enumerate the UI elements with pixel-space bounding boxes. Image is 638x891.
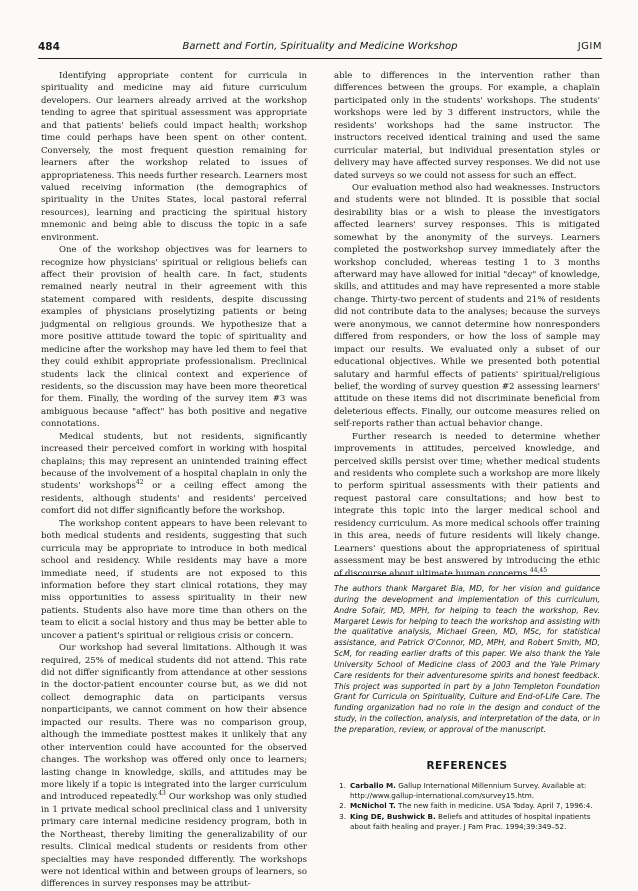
paragraph <box>41 642 307 891</box>
paragraph: Identifying appropriate content for curricula in spirituality and medicine may aid future curriculum developers. Our learners already arrived at the workshop tending to agree that spiritual assessment was appropriate and that patients' beliefs could impact health; workshop time could perhaps have been spent on other content. Conversely, the most frequent question remaining for learners after the workshop related to issues of appropriateness. This needs further research. Learners most valued receiving information (the demographics of spirituality in the Unites States, local pastoral referral resources), learning and practicing the spiritual history mnemonic and being able to discuss the topic in a safe environment. <box>41 71 307 243</box>
reference-number: 3. <box>339 811 346 821</box>
reference-body <box>350 801 600 811</box>
paragraph-text: Our workshop had several limitations. Although it was required, 25% of medical students did not attend. This rate did not differ significantly from attendance at other sessions in the doctor-patient encounter course but, as we did not collect demographic data on participants versus nonparticipants, we cannot comment on how their absence impacted our results. There was no comparison group, although the immediate posttest makes it unlikely that any other intervention could have accounted for the observed changes. The workshop was offered only once to learners; lasting change in knowledge, skills, and attitudes may be more likely if a topic is integrated into the larger curriculum and introduced repeatedly. <box>41 643 307 803</box>
journal-name: JGIM <box>577 41 602 52</box>
left-column <box>41 70 307 891</box>
header-rule <box>38 58 602 59</box>
reference-number: 2. <box>339 801 346 811</box>
reference-item <box>334 781 600 801</box>
acknowledgment: The authors thank Margaret Bia, MD, for her vision and guidance during the development and implementation of this curriculum, Andre Sofair, MD, MPH, for helping to teach the workshop, Rev. Margaret Lewis for helping to teach the workshop and assisting with the qualitative analysis, Michael Green, MD, MSc, for statistical assistance, and Patrick O'Connor, MD, MPH, and Robert Smith, MD, ScM, for reading earlier drafts of this paper. We also thank the Yale University School of Medicine class of 2003 and the Yale Primary Care residents for their adventuresome spirits and honest feedback. This project was supported in part by a John Templeton Foundation Grant for Curricula on Spirituality, Culture and End-of-Life Care. The funding organization had no role in the design and conduct of the study, in the collection, analysis, and interpretation of the data, or in the preparation, review, or approval of the manuscript. <box>334 584 600 734</box>
references-heading: REFERENCES <box>426 760 508 772</box>
citation-superscript: 43 <box>158 790 166 798</box>
reference-item <box>334 812 600 832</box>
reference-text: The new faith in medicine. USA Today. April 7, 1996:4. <box>395 801 593 811</box>
reference-item <box>334 801 600 811</box>
paragraph: able to differences in the intervention rather than differences between the groups. For example, a chaplain participated only in the students' workshops. The students' workshops were led by 3 different instructors, while the residents' workshops had the same instructor. The instructors received identical training and used the same curricular material, but individual presentation styles or delivery may have affected survey responses. We did not use dated surveys so we could not assess for such an effect. <box>334 71 600 181</box>
paragraph: One of the workshop objectives was for learners to recognize how physicians' spiritual or religious beliefs can affect their provision of health care. In fact, students remained nearly neutral in their agreement with this statement compared with residents, despite discussing examples of physicians proselytizing patients or being judgmental on religious grounds. We hypothesize that a more positive attitude toward the topic of spirituality and medicine after the workshop may have led them to feel that they could exhibit appropriate professionalism. Preclinical students lack the clinical context and experience of residents, so the discussion may have been more theoretical for them. Finally, the wording of the survey item #3 was ambiguous because "affect" has both positive and negative connotations. <box>41 245 307 430</box>
reference-number: 1. <box>339 781 346 790</box>
section-divider <box>334 575 600 576</box>
citation-superscript: 44,45 <box>529 566 548 574</box>
reference-body <box>350 812 600 832</box>
paragraph: The workshop content appears to have been relevant to both medical students and residents, suggesting that such curricula may be appropriate to introduce in both medical school and residency. While residents may have a more immediate need, if students are not exposed to this information before they start clinical rotations, they may miss opportunities to assess spirituality in their new patients. Students also have more time than others on the team to elicit a social history and thus may be better able to uncover a patient's spiritual or religious crisis or concern. <box>41 518 307 641</box>
paragraph-text: Further research is needed to determine whether improvements in attitudes, perceived knowledge, and perceived skills persist over time; whether medical students and residents who complete such a workshop are more likely to perform spiritual assessments with their patients and request pastoral care consultations; and how best to integrate this topic into the larger medical school and residency curriculum. As more medical schools offer training in this area, needs of future residents will likely change. Learners' questions about the appropriateness of spiritual assessment may be best answered by introducing the ethic of discourse about ultimate human concerns. <box>334 431 600 579</box>
reference-body <box>350 781 600 801</box>
paragraph <box>334 431 600 580</box>
reference-text: Gallup International Millennium Survey. Available at: http://www.gallup-international.com/survey15.htm. <box>350 781 587 801</box>
page-number: 484 <box>38 41 60 53</box>
paragraph-text: Medical students, but not residents, significantly increased their perceived comfort in working with hospital chaplains; this may represent an unintended training effect because of the involvement of a hospital chaplain in only the students' workshops <box>41 431 307 492</box>
paragraph <box>41 431 307 518</box>
page-header <box>38 41 602 55</box>
reference-authors: Carballo M. <box>350 781 396 790</box>
right-column <box>334 70 600 580</box>
paragraph: Our evaluation method also had weaknesses. Instructors and students were not blinded. It is possible that social desirability bias or a wish to please the investigators affected learners' survey responses. This is mitigated somewhat by the anonymity of the surveys. Learners completed the postworkshop survey immediately after the workshop concluded, whereas testing 1 to 3 months afterward may have allowed for initial "decay" of knowledge, skills, and attitudes and may have represented a more stable change. Thirty-two percent of students and 21% of residents did not contribute data to the analyses; because the surveys were anonymous, we cannot determine how nonresponders differed from responders, or how the loss of sample may impact our results. We evaluated only a subset of our educational objectives. While we presented both potential salutary and harmful effects of patients' spiritual/religious belief, the wording of survey question #2 assessing learners' attitude on these items did not discriminate beneficial from deleterious effects. Finally, our outcome measures relied on self-reports rather than actual behavior change. <box>334 182 600 430</box>
reference-text: Beliefs and attitudes of hospital inpatients about faith healing and prayer. J Fam Prac. 1994;39:349–52. <box>350 811 591 831</box>
citation-superscript: 42 <box>135 479 144 487</box>
references-list <box>334 781 600 832</box>
reference-authors: King DE, Bushwick B. <box>350 811 436 821</box>
paragraph-text: or a ceiling effect among the residents, although students' and residents' perceived comfort did not differ significantly before the workshop. <box>41 481 307 517</box>
running-title: Barnett and Fortin, Spirituality and Medicine Workshop <box>182 41 458 52</box>
reference-authors: McNichol T. <box>350 801 396 811</box>
paragraph-text: Our workshop was only studied in 1 private medical school preclinical class and 1 university primary care internal medicine residency program, both in the Northeast, thereby limiting the generalizability of our results. Clinical medical students or residents from other specialties may have responded differently. The workshops were not identical within and between groups of learners, so differences in survey responses may be attribut- <box>41 792 307 890</box>
